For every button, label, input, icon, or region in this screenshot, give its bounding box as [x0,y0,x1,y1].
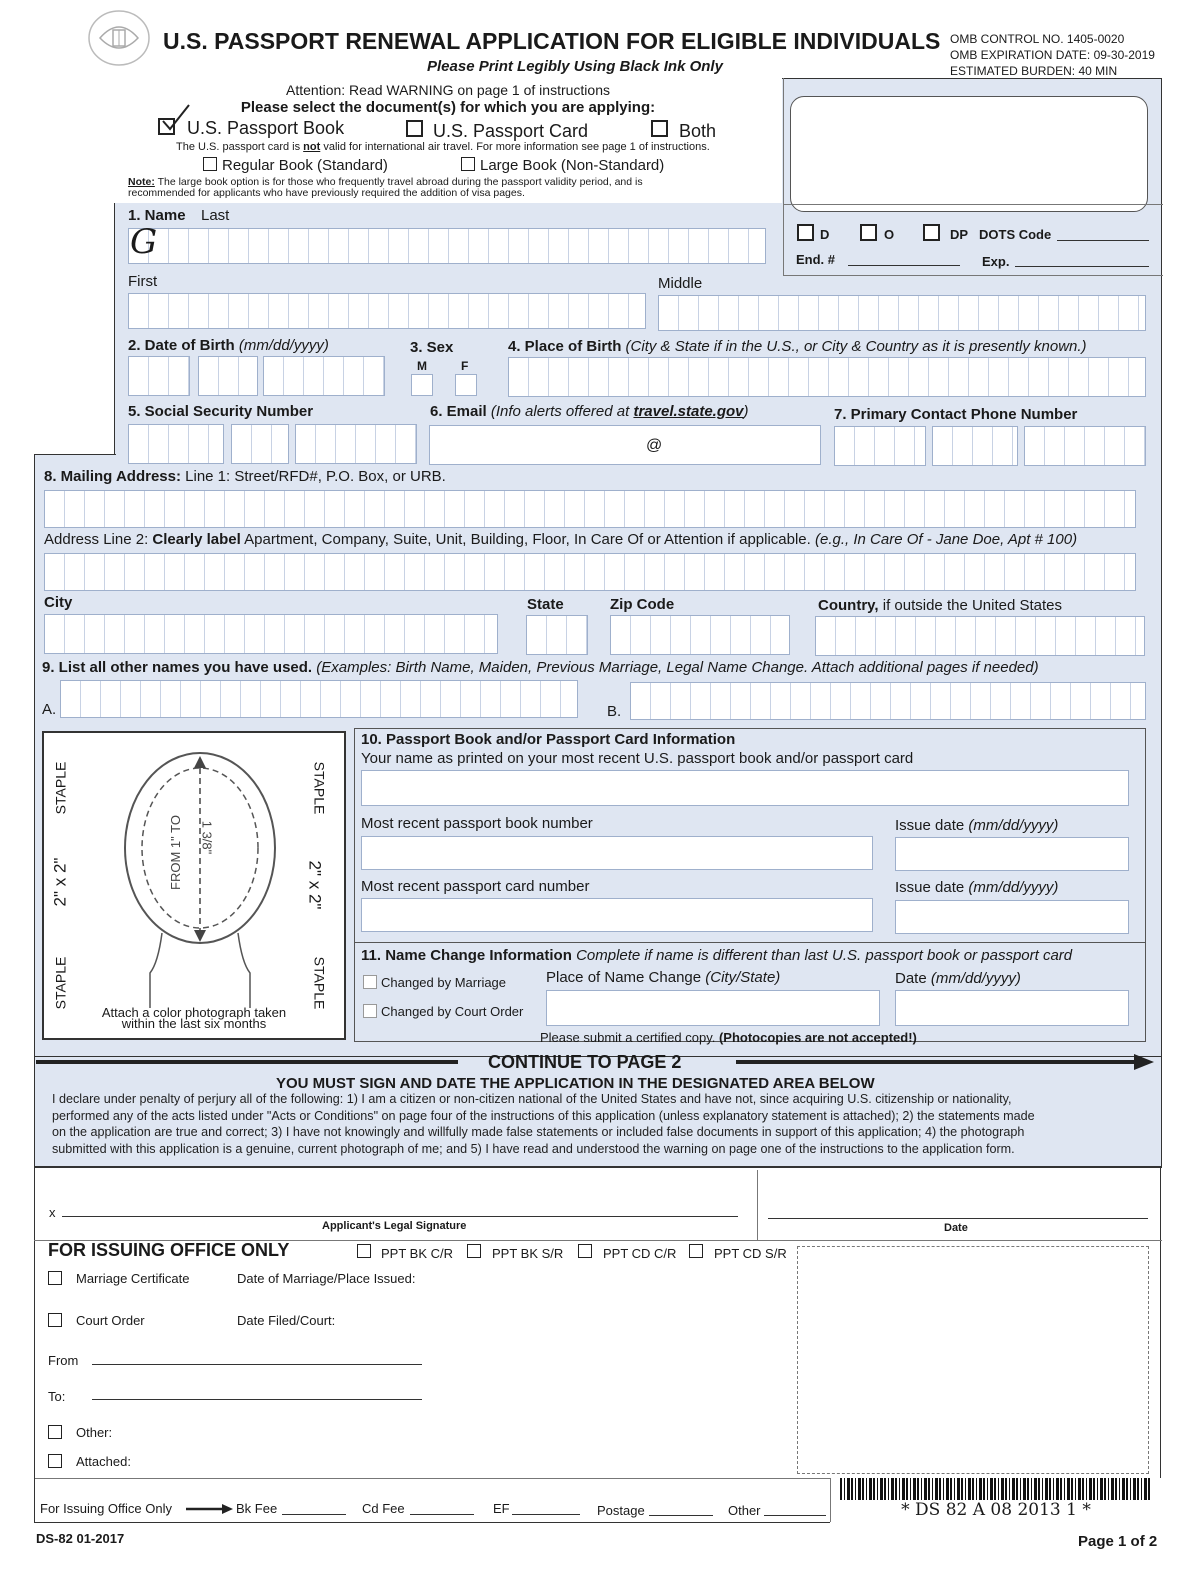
photo-size-from: FROM 1" TO [167,815,183,890]
card-number-label: Most recent passport card number [361,878,590,895]
bk-fee-label: Bk Fee [236,1501,278,1516]
declaration-text: I declare under penalty of perjury all of the following: 1) I am a citizen or non-citizen national of the United States and have not, since acquiring U.S. citizenship or nationality, performed any of the acts listed under "Acts or Conditions" on page four of the instructions of this application (unless explanatory statement is attached); 2) the statements made on the application are true and correct; 3) I have not knowingly and willfully made false statements or included false documents in support of this application; 4) the photograph submitted with this application is a genuine, current photograph of me; and 5) I have read and understood the warning on page one of the instructions to the application form. [52,1092,1035,1156]
pob-label: 4. Place of Birth (City & State if in the U.S., or City & Country as it is presently known.) [508,338,1087,355]
country-label: Country, if outside the United States [818,597,1063,614]
large-book-label: Large Book (Non-Standard) [480,157,665,174]
changed-court-checkbox[interactable] [363,1004,377,1018]
large-book-note: Note: The large book option is for those who frequently travel abroad during the passport validity period, and is recommended for applicants who have previously required the addition of visa pages. [128,176,643,199]
email-field[interactable] [429,425,821,465]
certified-copy-note: Please submit a certified copy. (Photocopies are not accepted!) [540,1030,917,1045]
name-change-date-field[interactable] [895,990,1129,1026]
to-label: To: [48,1389,66,1404]
cd-fee-label: Cd Fee [362,1501,405,1516]
ppt-bk-sr-label: PPT BK S/R [492,1246,564,1261]
photo-size-right: 2" x 2" [305,860,325,910]
dob-year-field[interactable] [263,356,385,396]
ssn-group-field[interactable] [231,424,289,464]
place-change-label: Place of Name Change (City/State) [546,969,781,986]
ssn-area-field[interactable] [128,424,224,464]
name-printed-label: Your name as printed on your most recent U.S. passport book and/or passport card [361,750,914,767]
dots-code-line[interactable] [1057,240,1149,241]
from-label: From [48,1353,79,1368]
omb-control: OMB CONTROL NO. 1405-0020 [950,32,1125,46]
email-label: 6. Email (Info alerts offered at travel.state.gov) [430,403,749,420]
photo-size-left: 2" x 2" [50,857,70,907]
ssn-label: 5. Social Security Number [128,403,314,420]
passport-book-label: U.S. Passport Book [187,118,345,138]
state-field[interactable] [526,615,588,655]
form-id: DS-82 01-2017 [36,1531,125,1546]
end-line[interactable] [848,265,960,266]
book-issue-date-field[interactable] [895,837,1129,871]
other-name-a-field[interactable] [60,680,578,718]
middle-name-field[interactable] [658,295,1146,331]
last-name-value: G [130,222,158,262]
phone-prefix-field[interactable] [932,426,1018,466]
last-name-label: Last [201,207,230,224]
postage-line[interactable] [649,1515,713,1516]
issuing-stamp-box[interactable] [797,1246,1149,1474]
city-label: City [44,594,73,611]
barcode-text: * DS 82 A 08 2013 1 * [901,1500,1091,1520]
changed-marriage-label: Changed by Marriage [381,975,507,990]
email-at-symbol: @ [646,437,663,454]
card-number-field[interactable] [361,898,873,932]
mailing-line2-label: Address Line 2: Clearly label Apartment, Company, Suite, Unit, Building, Floor, In Care Of or Attention if applicable. (e.g., In Care Of - Jane Doe, Apt # 100) [44,531,1078,548]
book-issue-date-label: Issue date (mm/dd/yyyy) [895,817,1059,834]
other-checkbox[interactable] [48,1425,62,1439]
sex-label: 3. Sex [410,339,454,356]
card-note: The U.S. passport card is not valid for international air travel. For more information see page 1 of instructions. [176,141,710,153]
to-line[interactable] [92,1399,422,1400]
omb-expiration: OMB EXPIRATION DATE: 09-30-2019 [950,48,1155,62]
mailing-line2-field[interactable] [44,553,1136,591]
marriage-cert-checkbox[interactable] [48,1271,62,1285]
barcode-icon [840,1478,1152,1500]
ppt-cd-cr-label: PPT CD C/R [603,1246,677,1261]
card-issue-date-label: Issue date (mm/dd/yyyy) [895,879,1059,896]
book-number-field[interactable] [361,836,873,870]
head-outline-icon [110,748,280,1008]
dob-day-field[interactable] [198,356,258,396]
staple-top-left: STAPLE [52,761,69,815]
bk-fee-line[interactable] [282,1514,346,1515]
postage-label: Postage [597,1503,645,1518]
select-prompt: Please select the document(s) for which you are applying: [240,99,656,116]
name-section-label: 1. Name [128,207,186,224]
photo-size-to: 1 3/8" [199,820,215,855]
end-label: End. # [796,252,836,267]
staple-top-right: STAPLE [311,761,328,815]
exp-line[interactable] [1015,266,1149,267]
declaration-heading: YOU MUST SIGN AND DATE THE APPLICATION IN THE DESIGNATED AREA BELOW [276,1075,875,1092]
court-order-checkbox[interactable] [48,1313,62,1327]
date-label: Date [944,1222,968,1234]
cd-fee-line[interactable] [410,1514,474,1515]
photo-caption: Attach a color photograph taken within the last six months [101,1005,287,1031]
page-title: U.S. PASSPORT RENEWAL APPLICATION FOR ELIGIBLE INDIVIDUALS [163,28,941,54]
signature-x-mark: x [49,1205,56,1220]
phone-line-field[interactable] [1024,426,1146,466]
marriage-cert-label: Marriage Certificate [76,1271,190,1286]
ppt-cd-sr-checkbox[interactable] [689,1244,703,1258]
attached-checkbox[interactable] [48,1454,62,1468]
both-label: Both [679,121,717,141]
last-name-field[interactable] [128,228,766,264]
page-number: Page 1 of 2 [1078,1533,1158,1550]
exp-label: Exp. [982,254,1010,269]
dp-label: DP [950,227,969,242]
phone-label: 7. Primary Contact Phone Number [834,406,1078,423]
ef-label: EF [493,1501,510,1516]
ssn-serial-field[interactable] [295,424,417,464]
sex-f-label: F [461,359,469,373]
court-order-label: Court Order [76,1313,145,1328]
other-fee-label: Other [728,1503,761,1518]
date-filed-label: Date Filed/Court: [237,1313,336,1328]
both-checkbox[interactable] [651,120,668,137]
d-checkbox[interactable] [797,224,814,241]
signature-label: Applicant's Legal Signature [322,1220,467,1232]
name-change-label: 11. Name Change Information Complete if name is different than last U.S. passport book or passport card [361,947,1073,964]
other-name-b-label: B. [607,703,622,720]
ppt-cd-cr-checkbox[interactable] [578,1244,592,1258]
name-printed-field[interactable] [361,770,1129,806]
first-name-label: First [128,273,158,290]
o-label: O [884,227,895,242]
sex-f-box[interactable] [455,374,477,396]
ppt-bk-sr-checkbox[interactable] [467,1244,481,1258]
signature-line[interactable] [62,1216,738,1217]
zip-label: Zip Code [610,596,675,613]
other-names-label: 9. List all other names you have used. (Examples: Birth Name, Maiden, Previous Marriage, Legal Name Change. Attach additional pages if needed) [42,659,1039,676]
sex-m-box[interactable] [411,374,433,396]
other-fee-line[interactable] [764,1515,826,1516]
dots-code-label: DOTS Code [979,227,1052,242]
changed-marriage-checkbox[interactable] [363,975,377,989]
o-checkbox[interactable] [860,224,877,241]
dob-label: 2. Date of Birth (mm/dd/yyyy) [128,337,329,354]
other-name-b-field[interactable] [630,682,1146,720]
other-label: Other: [76,1425,113,1440]
phone-area-field[interactable] [834,426,926,466]
mailing-line1-field[interactable] [44,490,1136,528]
ppt-bk-cr-label: PPT BK C/R [381,1246,454,1261]
changed-court-label: Changed by Court Order [381,1004,524,1019]
first-name-field[interactable] [128,293,646,329]
attention-text: Attention: Read WARNING on page 1 of instructions [286,82,610,98]
office-photo-box [790,96,1148,212]
city-field[interactable] [44,614,498,654]
ppt-bk-cr-checkbox[interactable] [357,1244,371,1258]
issuing-office-heading: FOR ISSUING OFFICE ONLY [48,1240,290,1260]
card-issue-date-field[interactable] [895,900,1129,934]
passport-card-label: U.S. Passport Card [433,121,589,141]
other-name-a-label: A. [42,701,57,718]
date-marriage-label: Date of Marriage/Place Issued: [237,1271,416,1286]
seal-icon [86,8,152,68]
zip-field[interactable] [610,615,790,655]
from-line[interactable] [92,1364,422,1365]
staple-bottom-right: STAPLE [311,956,328,1010]
large-book-checkbox[interactable] [461,157,475,171]
for-office-label: For Issuing Office Only [40,1501,172,1516]
staple-bottom-left: STAPLE [52,956,69,1010]
arrow-right-icon [186,1502,234,1520]
continue-label: CONTINUE TO PAGE 2 [488,1052,682,1072]
place-change-field[interactable] [546,990,880,1026]
passport-info-label: 10. Passport Book and/or Passport Card Information [361,731,736,748]
estimated-burden: ESTIMATED BURDEN: 40 MIN [950,64,1118,78]
book-number-label: Most recent passport book number [361,815,593,832]
regular-book-label: Regular Book (Standard) [222,157,388,174]
date-line[interactable] [768,1218,1148,1219]
regular-book-checkbox[interactable] [203,157,217,171]
mailing-line1-label: 8. Mailing Address: Line 1: Street/RFD#, P.O. Box, or URB. [44,468,446,485]
sex-m-label: M [417,359,427,373]
page-subtitle: Please Print Legibly Using Black Ink Only [427,58,723,75]
attached-label: Attached: [76,1454,131,1469]
middle-name-label: Middle [658,275,703,292]
dp-checkbox[interactable] [923,224,940,241]
state-label: State [527,596,564,613]
ppt-cd-sr-label: PPT CD S/R [714,1246,787,1261]
d-label: D [820,227,830,242]
passport-card-checkbox[interactable] [406,120,423,137]
dob-month-field[interactable] [128,356,190,396]
country-field[interactable] [815,616,1145,656]
name-change-date-label: Date (mm/dd/yyyy) [895,970,1021,987]
ef-line[interactable] [512,1514,580,1515]
pob-field[interactable] [508,357,1146,397]
